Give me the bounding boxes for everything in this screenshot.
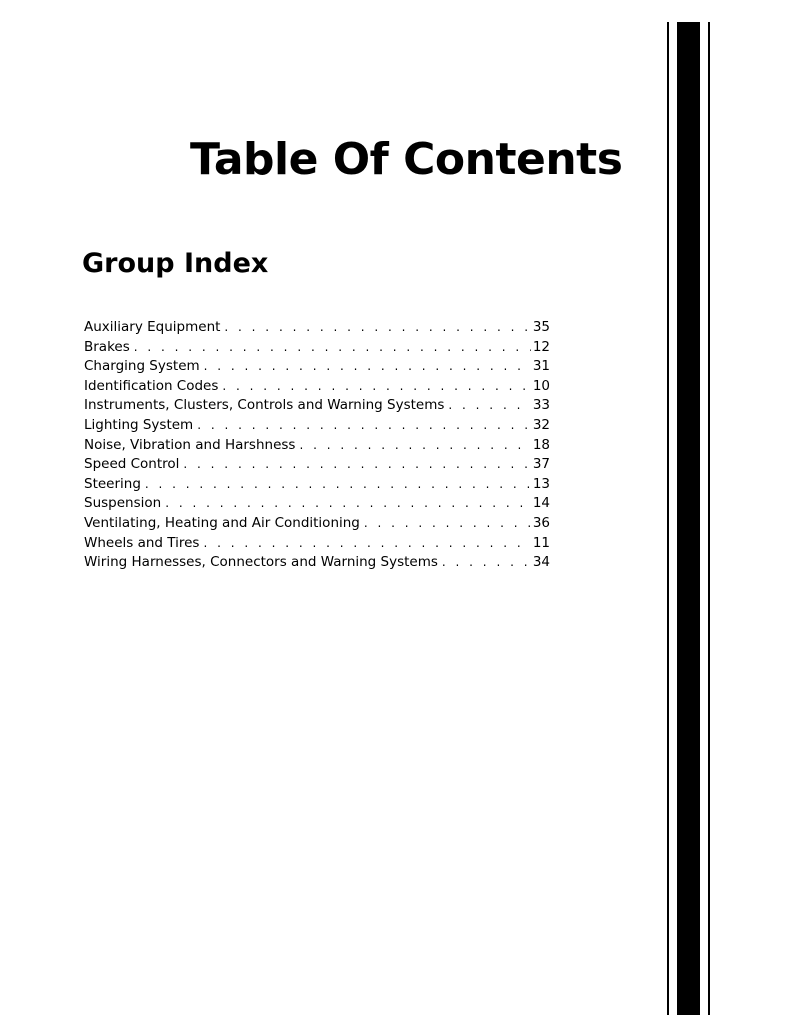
toc-entry-page: 13 bbox=[532, 475, 550, 492]
toc-entry-label: Suspension bbox=[84, 495, 162, 512]
toc-entry-speed-control[interactable] bbox=[84, 455, 550, 475]
toc-entry-page: 33 bbox=[532, 397, 550, 414]
toc-dot-leader bbox=[299, 436, 530, 456]
page-edge-thick-bar bbox=[677, 22, 700, 1015]
toc-dot-leader bbox=[448, 396, 530, 416]
toc-entry-noise-vibration[interactable] bbox=[84, 436, 550, 456]
toc-entry-label: Identification Codes bbox=[84, 377, 219, 394]
toc-entry-page: 18 bbox=[532, 436, 550, 453]
toc-dot-leader bbox=[145, 475, 531, 495]
toc-entry-instruments-clusters[interactable] bbox=[84, 396, 550, 416]
toc-entry-label: Charging System bbox=[84, 358, 200, 375]
toc-dot-leader bbox=[165, 494, 531, 514]
toc-entry-ventilating-heating[interactable] bbox=[84, 514, 550, 534]
toc-entry-label: Steering bbox=[84, 475, 141, 492]
toc-entry-page: 11 bbox=[532, 534, 550, 551]
toc-entry-label: Auxiliary Equipment bbox=[84, 319, 221, 335]
toc-entry-label: Wiring Harnesses, Connectors and Warning Systems bbox=[84, 554, 438, 571]
toc-dot-leader bbox=[134, 338, 531, 358]
toc-entry-page: 36 bbox=[532, 514, 550, 531]
section-heading-group-index: Group Index bbox=[82, 248, 269, 279]
toc-entry-brakes[interactable] bbox=[84, 338, 550, 358]
toc-entry-label: Instruments, Clusters, Controls and Warning Systems bbox=[84, 397, 445, 414]
toc-entry-identification-codes[interactable] bbox=[84, 377, 550, 397]
page-title: Table Of Contents bbox=[190, 134, 623, 185]
toc-dot-leader bbox=[222, 377, 530, 397]
toc-dot-leader bbox=[203, 534, 530, 554]
toc-entry-page: 37 bbox=[532, 456, 550, 473]
toc-entry-label: Wheels and Tires bbox=[84, 534, 200, 551]
toc-entry-charging-system[interactable] bbox=[84, 357, 550, 377]
toc-dot-leader bbox=[224, 318, 530, 338]
toc-entry-lighting-system[interactable] bbox=[84, 416, 550, 436]
page-edge-thin-bar-left bbox=[667, 22, 669, 1015]
toc-entry-page: 32 bbox=[532, 416, 550, 433]
toc-entry-label: Noise, Vibration and Harshness bbox=[84, 436, 296, 453]
toc-entry-steering[interactable] bbox=[84, 475, 550, 495]
toc-entry-label: Brakes bbox=[84, 338, 130, 355]
toc-entry-wheels-tires[interactable] bbox=[84, 534, 550, 554]
toc-entry-page: 12 bbox=[532, 338, 550, 355]
toc-entry-page: 31 bbox=[532, 358, 550, 375]
toc-entry-label: Ventilating, Heating and Air Conditioning bbox=[84, 514, 360, 531]
toc-dot-leader bbox=[364, 514, 531, 534]
toc-entry-label: Lighting System bbox=[84, 416, 194, 433]
toc-list bbox=[84, 318, 550, 573]
toc-entry-page: 34 bbox=[532, 554, 550, 571]
toc-entry-label: Speed Control bbox=[84, 456, 180, 473]
toc-entry-suspension[interactable] bbox=[84, 494, 550, 514]
toc-entry-wiring-harnesses[interactable] bbox=[84, 553, 550, 573]
toc-dot-leader bbox=[204, 357, 531, 377]
page-edge-thin-bar-right bbox=[708, 22, 710, 1015]
toc-dot-leader bbox=[197, 416, 531, 436]
toc-dot-leader bbox=[183, 455, 530, 475]
toc-entry-page: 14 bbox=[532, 495, 550, 512]
toc-entry-page: 10 bbox=[532, 377, 550, 394]
toc-entry-auxiliary-equipment[interactable] bbox=[84, 318, 550, 338]
toc-entry-page: 35 bbox=[532, 319, 550, 335]
toc-dot-leader bbox=[442, 553, 531, 573]
